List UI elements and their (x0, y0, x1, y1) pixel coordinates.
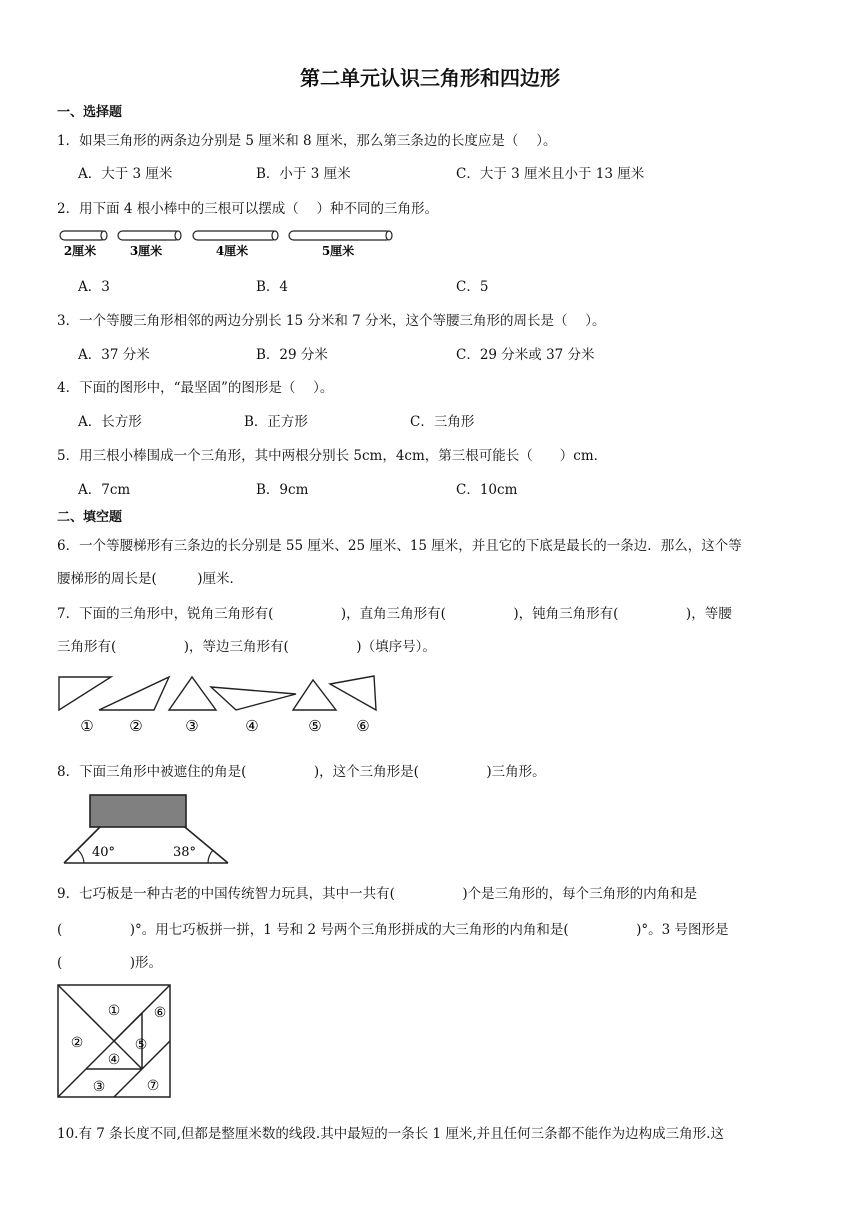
question-4-option-b[interactable]: B．正方形 (244, 414, 308, 430)
question-9-line-3: ( )形。 (57, 955, 163, 971)
stick-label-2cm: 2厘米 (63, 244, 97, 258)
question-5-option-b[interactable]: B．9cm (256, 482, 309, 498)
tangram-label-1: ① (107, 1003, 121, 1019)
question-9-line-1: 9．七巧板是一种古老的中国传统智力玩具，其中一共有( )个是三角形的，每个三角形的内角和是 (57, 886, 698, 902)
triangle-label-1: ① (80, 717, 94, 735)
question-5-option-a[interactable]: A．7cm (78, 482, 131, 498)
stick-3cm (118, 231, 181, 258)
question-8-text: 8．下面三角形中被遮住的角是( )，这个三角形是( )三角形。 (57, 764, 546, 780)
triangle-4 (211, 687, 296, 710)
question-3-text: 3．一个等腰三角形相邻的两边分别长 15 分米和 7 分米，这个等腰三角形的周长是（ ）。 (57, 313, 606, 329)
question-2-text: 2．用下面 4 根小棒中的三根可以摆成（ ）种不同的三角形。 (57, 201, 439, 217)
section-heading-choice: 一、选择题 (57, 105, 123, 120)
cover-rectangle (90, 795, 186, 827)
triangle-label-3: ③ (185, 717, 199, 735)
question-1-text: 1．如果三角形的两条边分别是 5 厘米和 8 厘米，那么第三条边的长度应是（ ）。 (57, 133, 557, 149)
question-5-text: 5．用三根小棒围成一个三角形，其中两根分别长 5cm，4cm，第三根可能长（ ）cm． (57, 448, 608, 464)
triangle-2 (99, 677, 169, 710)
triangle-label-5: ⑤ (308, 717, 322, 735)
triangle-3 (169, 677, 216, 710)
triangle-1 (59, 677, 111, 710)
stick-label-5cm: 5厘米 (321, 244, 355, 258)
question-1-option-a[interactable]: A．大于 3 厘米 (78, 166, 173, 182)
angle-label-40: 40° (92, 845, 116, 860)
tangram-label-3: ③ (92, 1079, 106, 1095)
question-3-option-b[interactable]: B．29 分米 (256, 347, 328, 363)
question-3-option-c[interactable]: C．29 分米或 37 分米 (456, 347, 595, 363)
question-4-option-a[interactable]: A．长方形 (78, 414, 142, 430)
tangram-figure (57, 984, 173, 1100)
page-title: 第二单元认识三角形和四边形 (300, 66, 560, 90)
question-4-option-c[interactable]: C．三角形 (410, 414, 475, 430)
question-2-option-c[interactable]: C．5 (456, 279, 489, 295)
question-7-line-1: 7．下面的三角形中，锐角三角形有( )，直角三角形有( )，钝角三角形有( )，等腰 (57, 606, 732, 622)
question-5-option-c[interactable]: C．10cm (456, 482, 518, 498)
question-1-option-c[interactable]: C．大于 3 厘米且小于 13 厘米 (456, 166, 645, 182)
angle-label-38: 38° (173, 845, 197, 860)
stick-label-4cm: 4厘米 (215, 244, 249, 258)
question-10-line-1: 10.有 7 条长度不同,但都是整厘米数的线段.其中最短的一条长 1 厘米,并且任何三条都不能作为边构成三角形.这 (57, 1126, 724, 1142)
tangram-label-7: ⑦ (146, 1078, 160, 1094)
tangram-label-2: ② (70, 1035, 84, 1051)
triangle-label-2: ② (129, 717, 143, 735)
question-7-line-2: 三角形有( )，等边三角形有( )（填序号）。 (57, 639, 436, 655)
tangram-label-4: ④ (107, 1052, 121, 1068)
question-4-text: 4．下面的图形中，“最坚固”的图形是（ ）。 (57, 380, 334, 396)
triangle-label-6: ⑥ (356, 717, 370, 735)
tangram-label-5: ⑤ (134, 1037, 148, 1053)
triangles-figure (56, 672, 386, 738)
question-3-option-a[interactable]: A．37 分米 (78, 347, 150, 363)
stick-label-3cm: 3厘米 (129, 244, 163, 258)
question-1-option-b[interactable]: B．小于 3 厘米 (256, 166, 351, 182)
question-2-option-b[interactable]: B．4 (256, 279, 289, 295)
triangle-label-4: ④ (245, 717, 259, 735)
question-2-option-a[interactable]: A．3 (78, 279, 110, 295)
triangle-6 (330, 676, 376, 710)
stick-2cm (60, 231, 107, 258)
question-6-line-2: 腰梯形的周长是( )厘米． (57, 571, 244, 587)
section-heading-fill: 二、填空题 (57, 510, 123, 525)
stick-5cm (289, 231, 392, 258)
question-9-line-2: ( )°。用七巧板拼一拼，1 号和 2 号两个三角形拼成的大三角形的内角和是( )°。3 号图形是 (57, 922, 729, 938)
tangram-label-6: ⑥ (153, 1005, 167, 1021)
covered-triangle-figure (62, 793, 232, 867)
sticks-figure (58, 228, 398, 260)
question-6-line-1: 6．一个等腰梯形有三条边的长分别是 55 厘米、25 厘米、15 厘米，并且它的下底是最长的一条边．那么，这个等 (57, 538, 742, 554)
stick-4cm (193, 231, 278, 258)
